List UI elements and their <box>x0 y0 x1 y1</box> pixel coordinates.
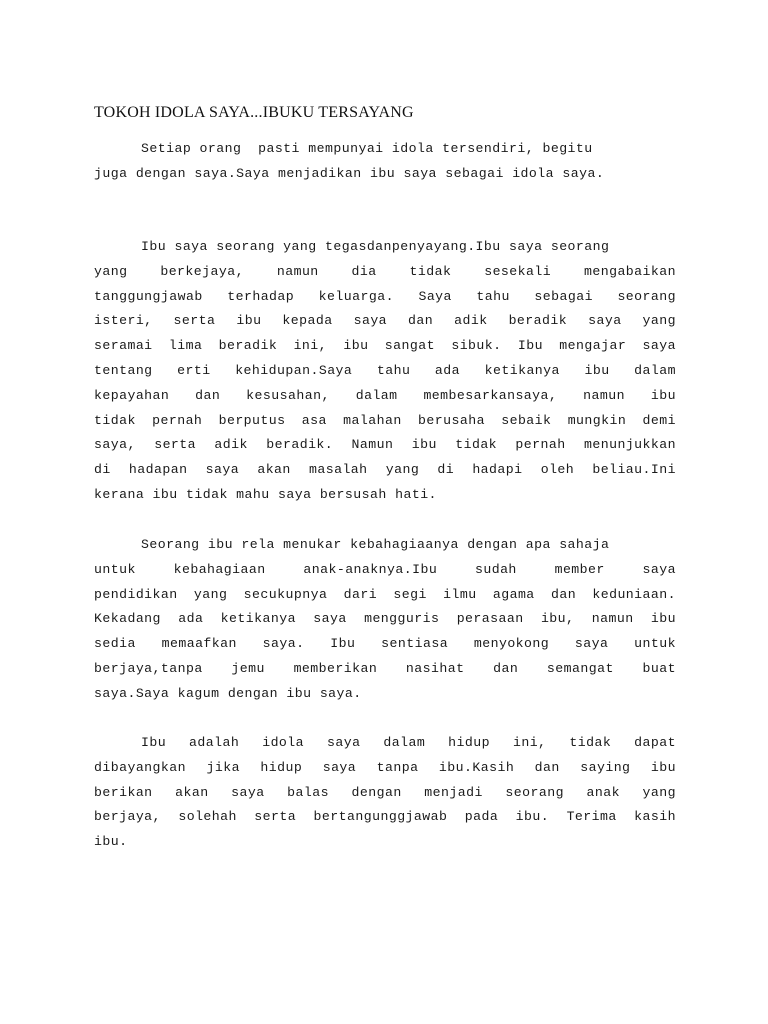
paragraph-line: berjaya,tanpa jemu memberikan nasihat dan semangat buat <box>94 660 676 676</box>
paragraph-line: juga dengan saya.Saya menjadikan ibu saya sebagai idola saya. <box>94 165 605 181</box>
paragraph-line: untuk kebahagiaan anak-anaknya.Ibu sudah member saya <box>94 561 676 577</box>
paragraph-1 <box>94 137 676 187</box>
paragraph-2 <box>94 235 676 508</box>
paragraph-line: Ibu saya seorang yang tegasdanpenyayang.Ibu saya seorang <box>141 239 610 254</box>
paragraph-line: saya, serta adik beradik. Namun ibu tidak pernah menunjukkan <box>94 437 676 453</box>
paragraph-line: seramai lima beradik ini, ibu sangat sibuk. Ibu mengajar saya <box>94 338 676 354</box>
paragraph-line: tidak pernah berputus asa malahan berusaha sebaik mungkin demi <box>94 412 676 428</box>
paragraph-line: dibayangkan jika hidup saya tanpa ibu.Kasih dan saying ibu <box>94 759 676 775</box>
paragraph-line: isteri, serta ibu kepada saya dan adik beradik saya yang <box>94 313 676 329</box>
paragraph-3 <box>94 533 676 707</box>
document-title: TOKOH IDOLA SAYA...IBUKU TERSAYANG <box>94 104 414 121</box>
paragraph-line: berjaya, solehah serta bertangunggjawab pada ibu. Terima kasih <box>94 809 676 825</box>
paragraph-line: kerana ibu tidak mahu saya bersusah hati. <box>94 486 437 502</box>
paragraph-line: berikan akan saya balas dengan menjadi seorang anak yang <box>94 784 676 800</box>
paragraph-line: saya.Saya kagum dengan ibu saya. <box>94 685 362 701</box>
paragraph-line: ibu. <box>94 834 128 850</box>
paragraph-line: pendidikan yang secukupnya dari segi ilmu agama dan keduniaan. <box>94 586 676 602</box>
paragraph-line: sedia memaafkan saya. Ibu sentiasa menyokong saya untuk <box>94 636 676 652</box>
paragraph-line: Setiap orang pasti mempunyai idola tersendiri, begitu <box>141 141 593 156</box>
paragraph-line: Ibu adalah idola saya dalam hidup ini, tidak dapat <box>141 735 676 750</box>
paragraph-line: Seorang ibu rela menukar kebahagiaanya dengan apa sahaja <box>141 537 610 552</box>
paragraph-line: yang berkejaya, namun dia tidak sesekali mengabaikan <box>94 263 676 279</box>
paragraph-line: tentang erti kehidupan.Saya tahu ada ketikanya ibu dalam <box>94 362 676 378</box>
paragraph-line: di hadapan saya akan masalah yang di hadapi oleh beliau.Ini <box>94 462 676 478</box>
paragraph-line: tanggungjawab terhadap keluarga. Saya tahu sebagai seorang <box>94 288 676 304</box>
paragraph-line: kepayahan dan kesusahan, dalam membesarkansaya, namun ibu <box>94 387 676 403</box>
paragraph-line: Kekadang ada ketikanya saya mengguris perasaan ibu, namun ibu <box>94 611 676 627</box>
paragraph-4 <box>94 731 676 855</box>
